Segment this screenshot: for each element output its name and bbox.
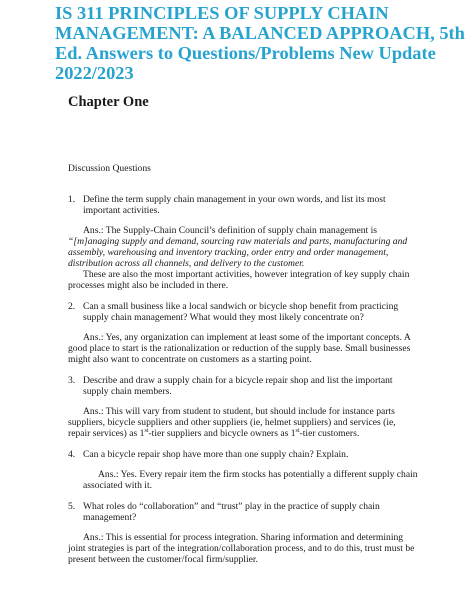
answer-4 xyxy=(68,469,418,491)
answer-tail: These are also the most important activities, however integration of key supply chain processes might also be included in there. xyxy=(68,269,410,291)
question-2 xyxy=(68,301,418,323)
question-3 xyxy=(68,375,418,397)
question-text: What roles do “collaboration” and “trust” play in the practice of supply chain management? xyxy=(83,501,380,523)
question-4 xyxy=(68,449,418,460)
ordinal-suffix: st xyxy=(144,428,149,434)
answer-text-c: -tier customers. xyxy=(299,428,360,439)
chapter-heading: Chapter One xyxy=(68,94,149,110)
question-number: 4. xyxy=(68,449,76,460)
question-text: Define the term supply chain management in your own words, and list its most important activities. xyxy=(83,194,386,216)
question-number: 1. xyxy=(68,194,76,205)
answer-text: Yes, any organization can implement at least some of the important concepts. A good place to start is the rationalization or reduction of the supply base. Small businesses might also want to concentrate on customers as a starting point. xyxy=(68,332,411,365)
answer-definition-quote: “[m]anaging supply and demand, sourcing raw materials and parts, manufacturing and assembly, warehousing and inventory tracking, order entry and order management, distribution across all channels, and delivery to the customer. xyxy=(68,236,408,269)
question-text: Can a small business like a local sandwich or bicycle shop benefit from practicing supply chain management? What would they most likely concentrate on? xyxy=(83,301,399,323)
answer-text: This is essential for process integration. Sharing information and determining joint strategies is part of the integration/collaboration process, and to do this, trust must be present between the customer/focal firm/supplier. xyxy=(68,532,415,565)
section-heading: Discussion Questions xyxy=(68,163,151,174)
answer-label: Ans.: xyxy=(83,225,104,236)
document-title: IS 311 PRINCIPLES OF SUPPLY CHAIN MANAGEMENT: A BALANCED APPROACH, 5th Ed. Answers to Questions/Problems New Update 2022/2023 xyxy=(55,3,465,83)
ordinal-suffix: st xyxy=(295,428,300,434)
question-text: Describe and draw a supply chain for a bicycle repair shop and list the important supply chain members. xyxy=(83,375,393,397)
question-5 xyxy=(68,501,418,523)
answer-text-b: -tier suppliers and bicycle owners as 1 xyxy=(148,428,296,439)
answer-1 xyxy=(68,225,418,291)
answer-5 xyxy=(68,532,418,565)
answer-label: Ans.: xyxy=(83,532,104,543)
answer-text: Yes. Every repair item the firm stocks has potentially a different supply chain associated with it. xyxy=(83,469,418,491)
document-body xyxy=(68,163,418,565)
answer-text-a: This will vary from student to student, but should include for instance parts suppliers, bicycle suppliers and other suppliers (ie, helmet suppliers) and services (ie, repair services) as 1 xyxy=(68,406,396,439)
question-number: 3. xyxy=(68,375,76,386)
answer-label: Ans.: xyxy=(83,332,104,343)
answer-intro: The Supply-Chain Council’s definition of supply chain management is xyxy=(103,225,378,236)
question-number: 2. xyxy=(68,301,76,312)
question-text: Can a bicycle repair shop have more than one supply chain? Explain. xyxy=(83,449,349,460)
answer-label: Ans.: xyxy=(98,469,119,480)
question-1 xyxy=(68,194,418,216)
answer-label: Ans.: xyxy=(83,406,104,417)
answer-3 xyxy=(68,406,418,439)
answer-2 xyxy=(68,332,418,365)
question-number: 5. xyxy=(68,501,76,512)
